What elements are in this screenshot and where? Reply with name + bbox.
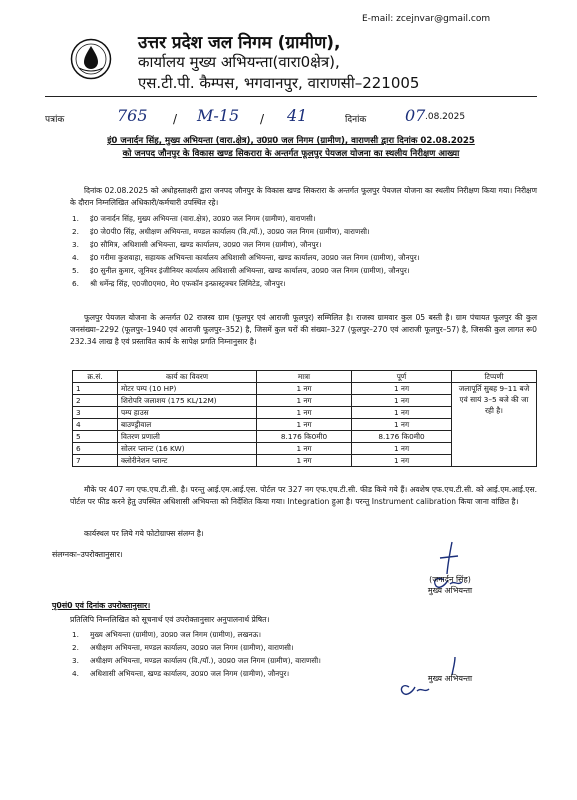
col-header-sn: क्र.सं.	[73, 371, 118, 383]
table-header-row	[73, 371, 537, 383]
list-item: 2. इं0 जे0पी0 सिंह, अधीक्षण अभियन्ता, मण्डल कार्यालय (वि./यॉ.), उ0प्र0 जल निगम (ग्रामीण), वाराणसी।	[72, 227, 370, 236]
office-title: कार्यालय मुख्य अभियन्ता(वारा0क्षेत्र),	[138, 53, 340, 71]
ref-number-1: 765	[117, 106, 148, 125]
observation-paragraph: मौके पर 407 नग एफ.एच.टी.सी. है। परन्तु आई.एम.आई.एस. पोर्टल पर 327 नग एफ.एच.टी.सी. फीड किये गये हैं। अवशेष एफ.एच.टी.सी. को आई.एम.आई.एस. पोर्टल पर फीड करने हेतु उपस्थित अधिशासी अभियन्ता को निर्देशित किया गया। Integration हुआ है। परन्तु Instrument calibration किया जाना वांछित है।	[70, 485, 537, 506]
date-label: दिनांक	[345, 115, 367, 125]
list-item: 3. इं0 सौमित्र, अधिशासी अभियन्ता, खण्ड कार्यालय, उ0प्र0 जल निगम (ग्रामीण), जौनपुर।	[72, 240, 322, 249]
works-table	[72, 370, 537, 467]
ref-separator-2: /	[260, 112, 265, 126]
scheme-paragraph: फूलपुर पेयजल योजना के अन्तर्गत 02 राजस्व ग्राम (फूलपुर एवं आराजी फूलपुर) सम्मिलित है। राजस्व ग्रामवार कुल 05 बस्ती है। ग्राम पंचायत फूलपुर की कुल जनसंख्या–2292 (फूलपुर–1940 एवं आराजी फूलपुर–352) है, जिसमें कुल घरों की संख्या–327 (फूलपुर–270 एवं आराजी फूलपुर–57) है, जिसकी कुल लागत रू0 232.34 लाख है एवं प्रस्तावित कार्य के सापेक्ष प्रगति निम्नानुसार है।	[70, 313, 537, 346]
copy-heading: पृ0सं0 एवं दिनांक उपरोक्तानुसार।	[52, 601, 151, 610]
photos-note: कार्यस्थल पर लिये गये फोटोग्राफ्स संलग्न है।	[84, 529, 204, 538]
table-row: 1 मोटर पम्प (10 HP) 1 नग 1 नग जलापूर्ति सुबह 9–11 बजे एवं सायं 3–5 बजे की जा रही है।	[73, 383, 537, 395]
subject-line-1: इं0 जनार्दन सिंह, मुख्य अभियन्ता (वारा.क्षेत्र), उ0प्र0 जल निगम (ग्रामीण), वाराणसी द्वारा दिनांक 02.08.2025	[107, 136, 475, 146]
signature-2-title: मुख्य अभियन्ता	[427, 674, 473, 683]
ref-number-2: M-15	[197, 106, 240, 125]
list-item: 3. अधीक्षण अभियन्ता, मण्डल कार्यालय (वि./यॉ.), उ0प्र0 जल निगम (ग्रामीण), वाराणसी।	[72, 656, 321, 665]
table-row: 4 बाउण्ड्रीवाल 1 नग 1 नग	[73, 419, 537, 431]
table-row: 5 वितरण प्रणाली 8.176 कि0मी0 8.176 कि0मी0	[73, 431, 537, 443]
signatory-name: (जनार्दन सिंह)	[429, 575, 471, 584]
col-header-qty: मात्रा	[257, 371, 352, 383]
subject-line-2: को जनपद जौनपुर के विकास खण्ड सिकरारा के अन्तर्गत फूलपुर पेयजल योजना का स्थलीय निरीक्षण आख्या	[122, 149, 460, 159]
date-handwritten: 07	[405, 106, 426, 125]
table-row: 3 पम्प हाउस 1 नग 1 नग	[73, 407, 537, 419]
office-address: एस.टी.पी. कैम्पस, भगवानपुर, वाराणसी–221005	[138, 74, 420, 92]
list-item: 2. अधीक्षण अभियन्ता, मण्डल कार्यालय, उ0प्र0 जल निगम (ग्रामीण), वाराणसी।	[72, 643, 294, 652]
org-title: उत्तर प्रदेश जल निगम (ग्रामीण),	[138, 33, 341, 53]
date-value: .08.2025	[425, 112, 466, 122]
email-address: E-mail: zcejnvar@gmail.com	[362, 14, 491, 24]
ref-label: पत्रांक	[45, 115, 65, 125]
list-item: 1. इं0 जनार्दन सिंह, मुख्य अभियन्ता (वारा.क्षेत्र), उ0प्र0 जल निगम (ग्रामीण), वाराणसी।	[72, 214, 316, 223]
subject-heading	[45, 135, 537, 161]
table-row: 7 क्लोरीनेशन प्लान्ट 1 नग 1 नग	[73, 455, 537, 467]
ref-number-3: 41	[287, 106, 308, 125]
col-header-remarks: टिप्पणी	[452, 371, 537, 383]
list-item: 5. इं0 सुनील कुमार, जूनियर इंजीनियर कार्यालय अधिशासी अभियन्ता, खण्ड कार्यालय, उ0प्र0 जल निगम (ग्रामीण), जौनपुर।	[72, 266, 410, 275]
signatory-title: मुख्य अभियन्ता	[427, 586, 473, 595]
ref-separator-1: /	[173, 112, 178, 126]
col-header-done: पूर्ण	[352, 371, 452, 383]
jal-nigam-logo	[70, 38, 112, 80]
intro-paragraph: दिनांक 02.08.2025 को अधोहस्ताक्षरी द्वारा जनपद जौनपुर के विकास खण्ड सिकरारा के अन्तर्गत फूलपुर पेयजल योजना का स्थलीय निरीक्षण किया गया। निरीक्षण के दौरान निम्नलिखित अधिकारी/कर्मचारी उपस्थित रहे।	[70, 186, 537, 207]
copy-intro: प्रतिलिपि निम्नलिखित को सूचनार्थ एवं उपरोक्तानुसार अनुपालनार्थ प्रेषित।	[70, 615, 270, 624]
list-item: 4. अधिशासी अभियन्ता, खण्ड कार्यालय, उ0प्र0 जल निगम (ग्रामीण), जौनपुर।	[72, 669, 290, 678]
enclosure-note: संलग्नकः–उपरोक्तानुसार।	[52, 550, 123, 559]
remarks-cell: जलापूर्ति सुबह 9–11 बजे एवं सायं 3–5 बजे की जा रही है।	[452, 383, 537, 467]
attendee-list	[72, 212, 532, 290]
list-item: 6. श्री धर्मेन्द्र सिंह, ए0जी0एम0, मे0 एफकॉन इन्फ्रास्ट्रक्चर लिमिटेड, जौनपुर।	[72, 279, 286, 288]
list-item: 1. मुख्य अभियन्ता (ग्रामीण), उ0प्र0 जल निगम (ग्रामीण), लखनऊ।	[72, 630, 261, 639]
table-row: 6 सोलर प्लान्ट (16 KW) 1 नग 1 नग	[73, 443, 537, 455]
list-item: 4. इं0 गरीमा कुशवाहा, सहायक अभियन्ता कार्यालय अधिशासी अभियन्ता, खण्ड कार्यालय, उ0प्र0 जल निगम (ग्रामीण), जौनपुर।	[72, 253, 420, 262]
table-row: 2 शिरोपरि जलाशय (175 KL/12M) 1 नग 1 नग	[73, 395, 537, 407]
header-divider	[45, 96, 537, 97]
col-header-work: कार्य का विवरण	[118, 371, 257, 383]
